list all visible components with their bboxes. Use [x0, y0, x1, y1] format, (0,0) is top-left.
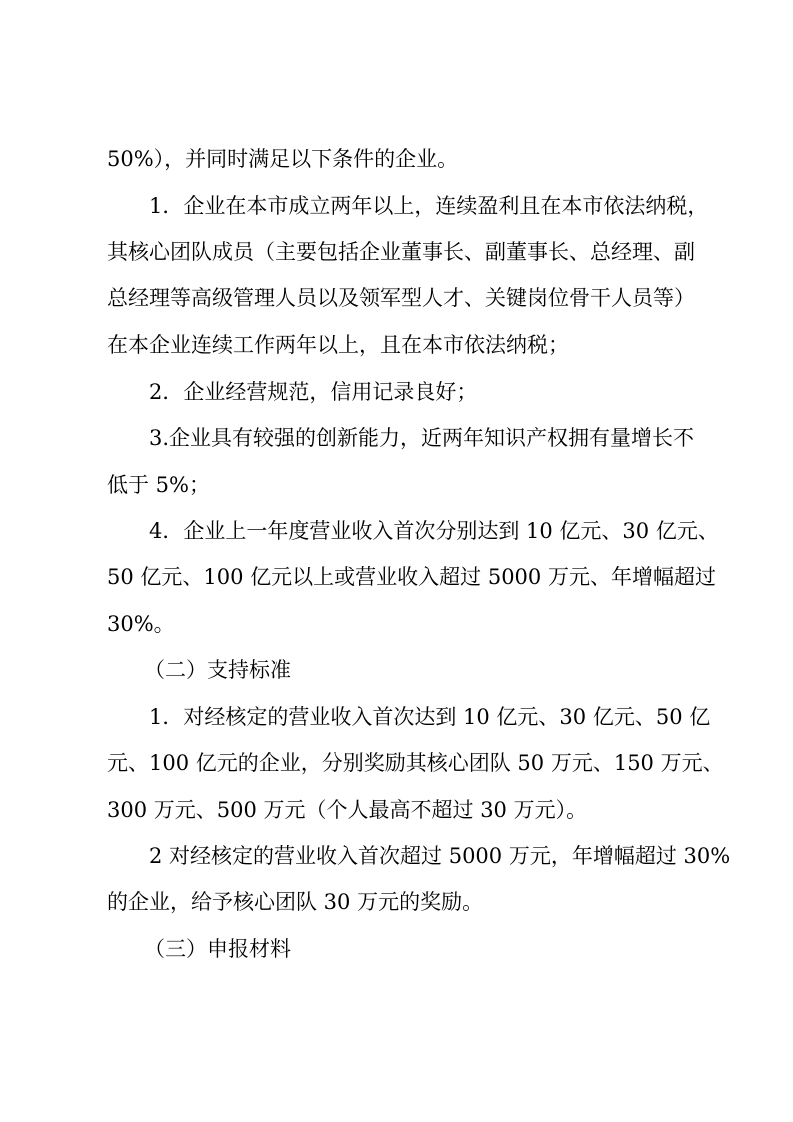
paragraph-line: 2 对经核定的营业收入首次超过 5000 万元，年增幅超过 30%	[149, 844, 731, 868]
paragraph-line: 低于 5%；	[107, 473, 210, 497]
paragraph-line: 的企业，给予核心团队 30 万元的奖励。	[107, 890, 484, 914]
section-heading: （二）支持标准	[144, 658, 291, 682]
paragraph-line: 1．企业在本市成立两年以上，连续盈利且在本市依法纳税，	[149, 194, 709, 218]
paragraph-line: 1．对经核定的营业收入首次达到 10 亿元、30 亿元、50 亿	[149, 705, 711, 729]
paragraph-line: 300 万元、500 万元（个人最高不超过 30 万元）。	[107, 798, 588, 822]
paragraph-line: 其核心团队成员（主要包括企业董事长、副董事长、总经理、副	[107, 240, 695, 264]
paragraph-line: 元、100 亿元的企业，分别奖励其核心团队 50 万元、150 万元、	[107, 751, 724, 775]
section-heading: （三）申报材料	[144, 937, 291, 961]
paragraph-line: 2．企业经营规范，信用记录良好；	[149, 380, 478, 404]
paragraph-line: 总经理等高级管理人员以及领军型人才、关键岗位骨干人员等）	[107, 286, 695, 310]
paragraph-line: 50 亿元、100 亿元以上或营业收入超过 5000 万元、年增幅超过	[107, 565, 716, 589]
paragraph-line: 3.企业具有较强的创新能力，近两年知识产权拥有量增长不	[149, 426, 695, 450]
paragraph-line: 在本企业连续工作两年以上，且在本市依法纳税；	[107, 333, 569, 357]
paragraph-line: 30%。	[107, 612, 175, 636]
paragraph-line: 50%），并同时满足以下条件的企业。	[107, 147, 459, 171]
paragraph-line: 4．企业上一年度营业收入首次分别达到 10 亿元、30 亿元、	[149, 519, 719, 543]
